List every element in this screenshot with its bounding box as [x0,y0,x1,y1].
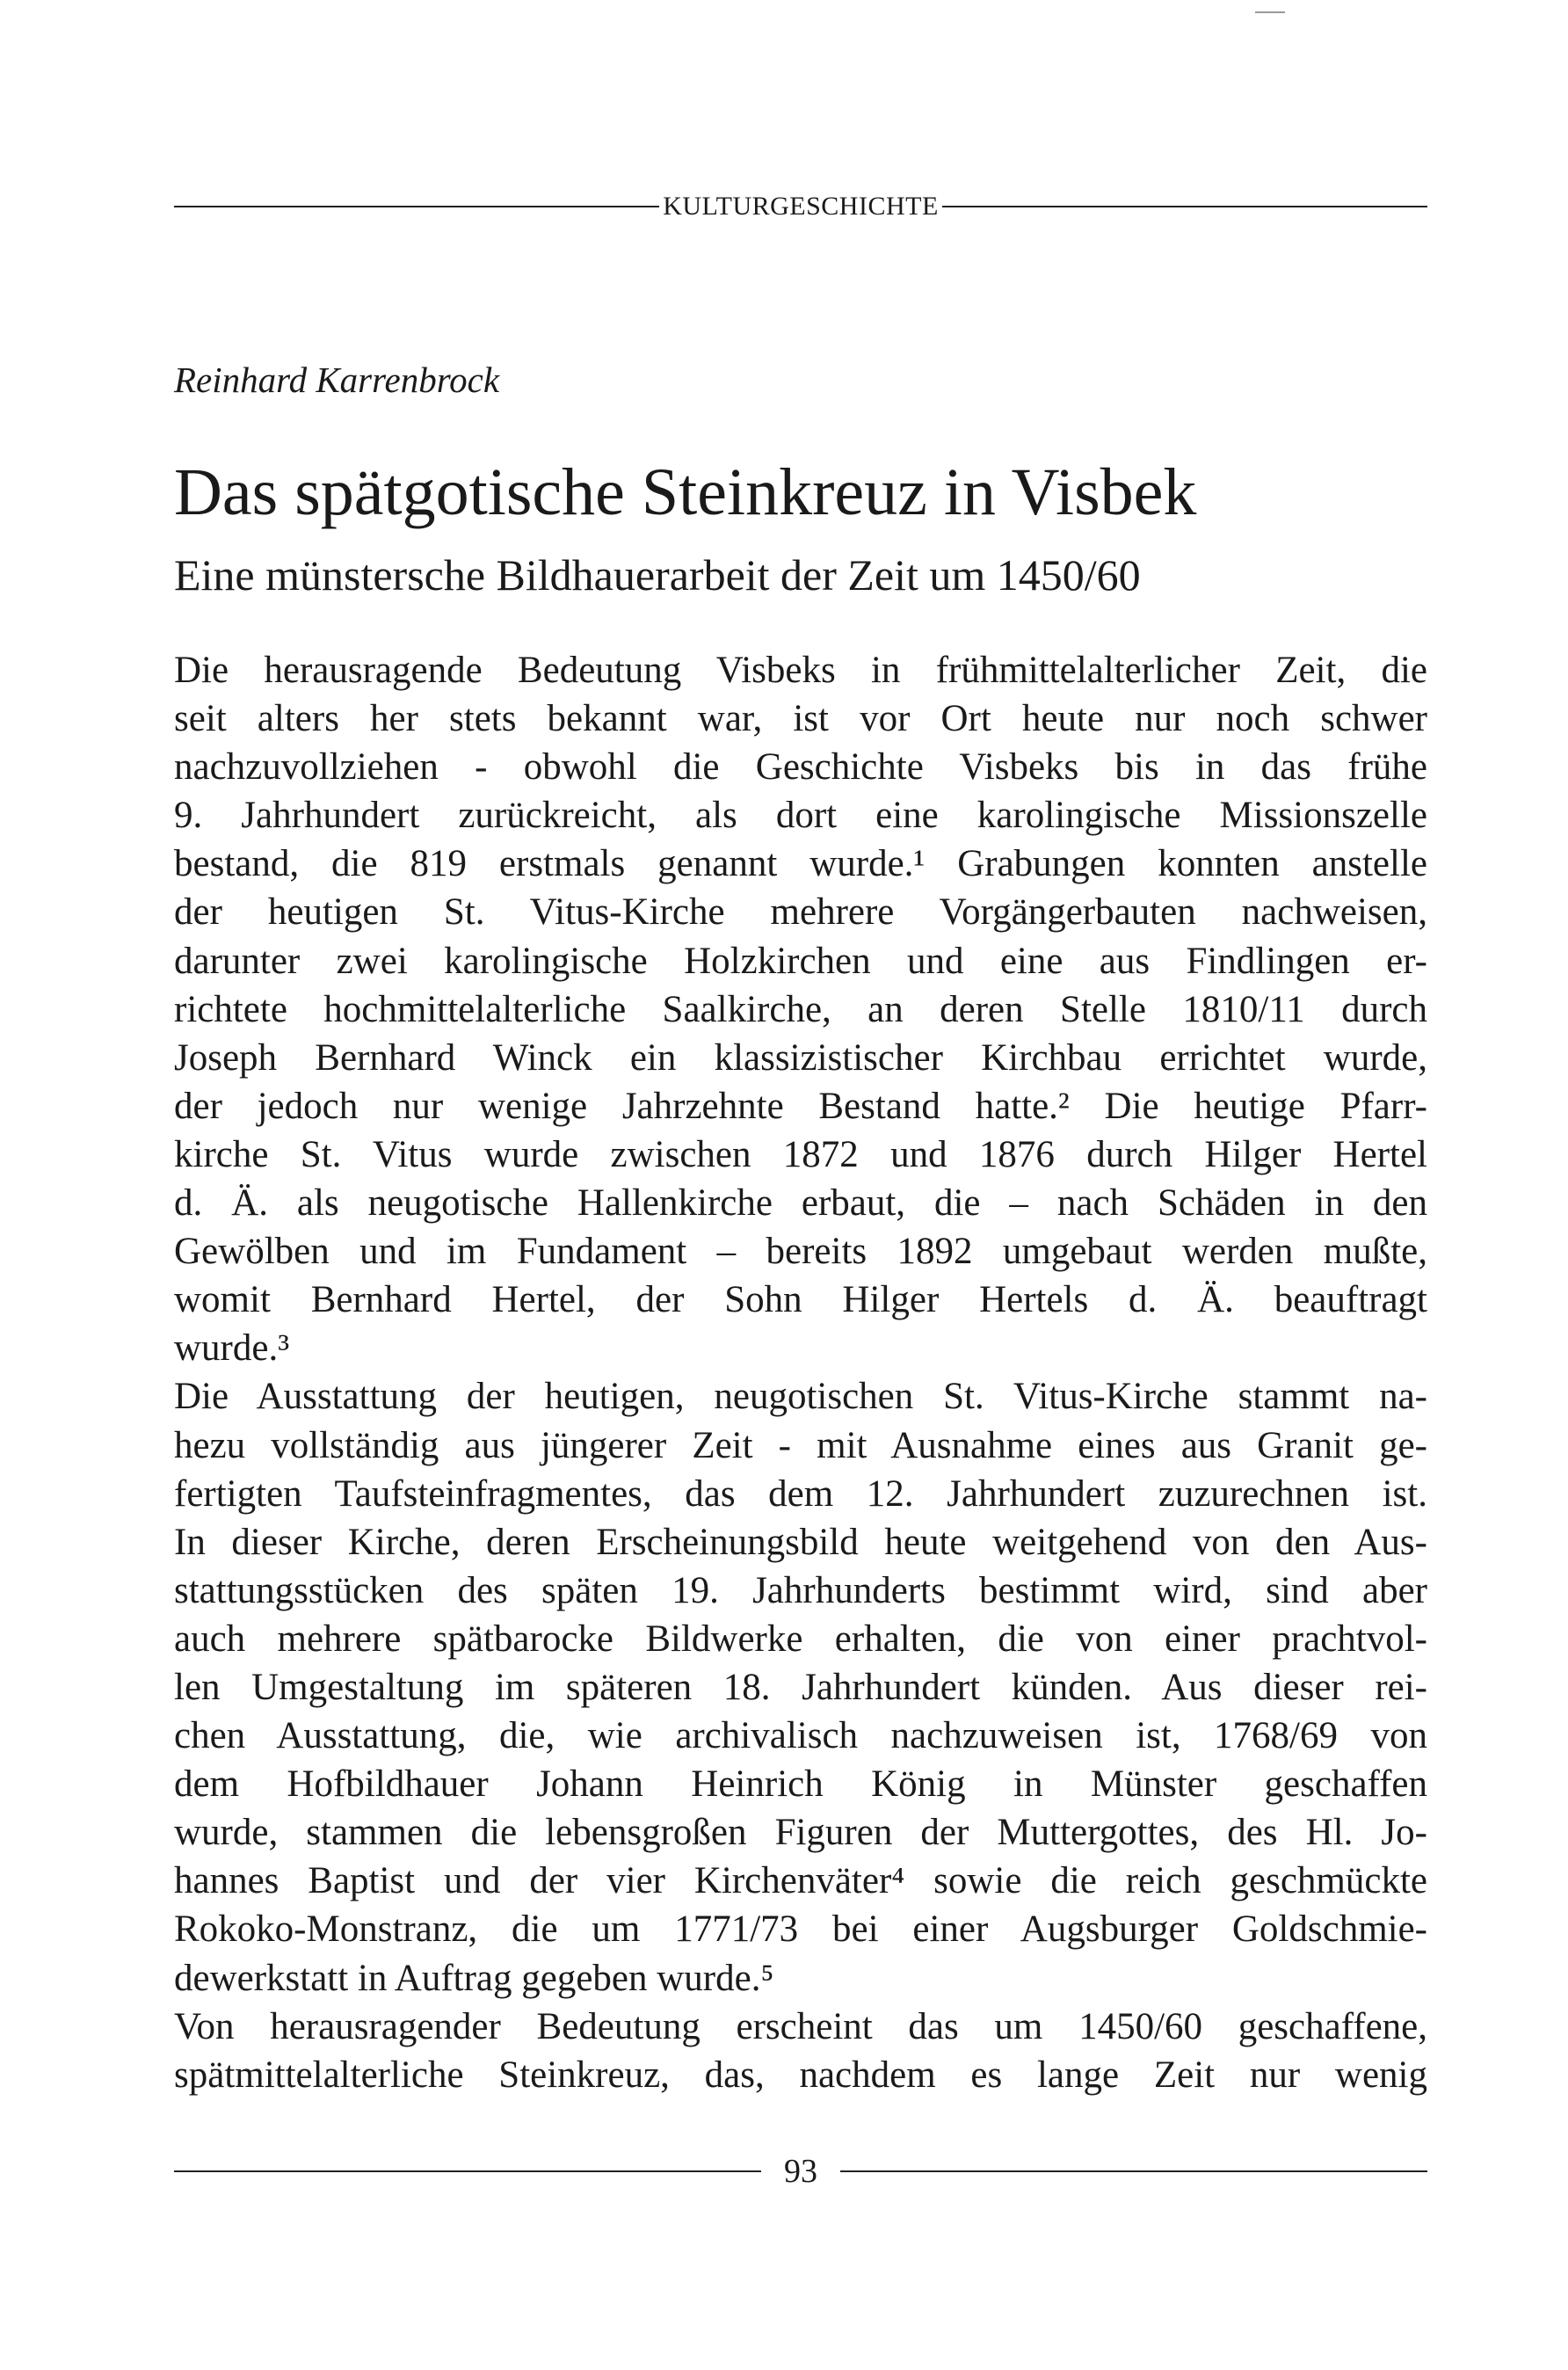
article-subtitle: Eine münstersche Bildhauerarbeit der Zeit um 1450/60 [174,550,1141,600]
body-line: nachzuvollziehen - obwohl die Geschichte Visbeks bis in das frühe [174,746,1427,789]
body-line: kirche St. Vitus wurde zwischen 1872 und 1876 durch Hilger Hertel [174,1133,1427,1175]
body-line: Die herausragende Bedeutung Visbeks in frühmittelalterlicher Zeit, die [174,650,1427,691]
body-text [174,646,1427,2099]
page-number: 93 [784,2153,817,2190]
running-head-rule-right [942,206,1427,207]
running-head [174,189,1427,224]
body-line: stattungsstücken des späten 19. Jahrhunderts bestimmt wird, sind aber [174,1569,1427,1611]
running-head-label: KULTURGESCHICHTE [663,192,939,221]
body-line: seit alters her stets bekannt war, ist vor Ort heute nur noch schwer [174,698,1427,740]
body-line: bestand, die 819 erstmals genannt wurde.¹ Grabungen konnten anstelle [174,843,1427,885]
body-line: hannes Baptist und der vier Kirchenväter⁴ sowie die reich geschmückte [174,1860,1427,1902]
author-name: Reinhard Karrenbrock [174,360,500,400]
body-line: dewerkstatt in Auftrag gegeben wurde.⁵ [174,1957,774,1999]
body-line: dem Hofbildhauer Johann Heinrich König in Münster geschaffen [174,1763,1427,1806]
body-line: Rokoko-Monstranz, die um 1771/73 bei einer Augsburger Goldschmie- [174,1908,1427,1951]
body-line: spätmittelalterliche Steinkreuz, das, nachdem es lange Zeit nur wenig [174,2054,1427,2096]
body-line: Von herausragender Bedeutung erscheint das um 1450/60 geschaffene, [174,2005,1427,2047]
body-line: chen Ausstattung, die, wie archivalisch nachzuweisen ist, 1768/69 von [174,1715,1427,1757]
body-line: Gewölben und im Fundament – bereits 1892 umgebaut werden mußte, [174,1231,1427,1273]
body-line: der heutigen St. Vitus-Kirche mehrere Vorgängerbauten nachweisen, [174,891,1427,934]
body-line: Joseph Bernhard Winck ein klassizistischer Kirchbau errichtet wurde, [174,1036,1427,1079]
body-line: richtete hochmittelalterliche Saalkirche, an deren Stelle 1810/11 durch [174,988,1427,1030]
footer-rule-left [174,2170,761,2172]
body-line: der jedoch nur wenige Jahrzehnte Bestand hatte.² Die heutige Pfarr- [174,1085,1427,1127]
body-line: wurde.³ [174,1327,290,1370]
body-line: hezu vollständig aus jüngerer Zeit - mit Ausnahme eines aus Granit ge- [174,1424,1427,1466]
footer-rule-right [840,2170,1427,2172]
body-line: Die Ausstattung der heutigen, neugotischen St. Vitus-Kirche stammt na- [174,1376,1427,1418]
article-title: Das spätgotische Steinkreuz in Visbek [174,455,1197,529]
body-line: fertigten Taufsteinfragmentes, das dem 12. Jahrhundert zuzurechnen ist. [174,1472,1427,1515]
body-line: 9. Jahrhundert zurückreicht, als dort eine karolingische Missionszelle [174,795,1427,837]
body-line: len Umgestaltung im späteren 18. Jahrhundert künden. Aus dieser rei- [174,1666,1427,1708]
body-line: womit Bernhard Hertel, der Sohn Hilger Hertels d. Ä. beauftragt [174,1279,1427,1321]
running-head-rule-left [174,206,659,207]
body-line: In dieser Kirche, deren Erscheinungsbild heute weitgehend von den Aus- [174,1521,1427,1563]
page-footer [174,2149,1427,2193]
scan-mark [1255,11,1285,13]
body-line: darunter zwei karolingische Holzkirchen und eine aus Findlingen er- [174,940,1427,982]
body-line: wurde, stammen die lebensgroßen Figuren der Muttergottes, des Hl. Jo- [174,1812,1427,1854]
body-line: d. Ä. als neugotische Hallenkirche erbaut, die – nach Schäden in den [174,1182,1427,1225]
body-line: auch mehrere spätbarocke Bildwerke erhalten, die von einer prachtvol- [174,1618,1427,1660]
